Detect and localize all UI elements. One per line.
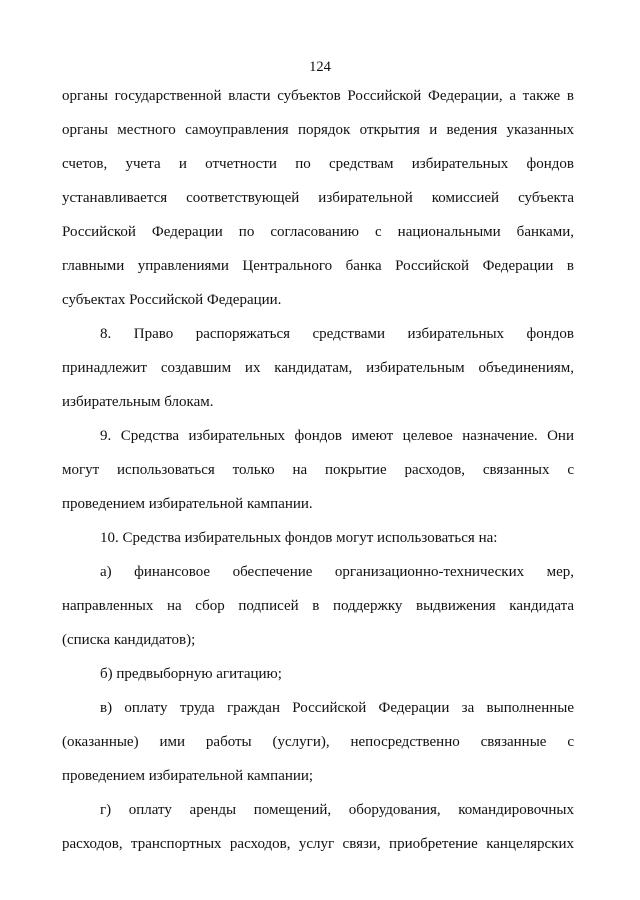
document-body xyxy=(62,79,574,861)
item-a-first-line: а) финансовое обеспечение организационно-технических мер, xyxy=(100,564,574,580)
paragraph-9-first-line: 9. Средства избирательных фондов имеют целевое назначение. Они xyxy=(100,428,574,444)
text-line: органы местного самоуправления порядок открытия и ведения указанных xyxy=(62,122,574,138)
paragraph-10-first-line: 10. Средства избирательных фондов могут использоваться на: xyxy=(100,530,498,546)
page-number: 124 xyxy=(309,59,331,75)
text-line: устанавливается соответствующей избирательной комиссией субъекта xyxy=(62,190,574,206)
text-line: главными управлениями Центрального банка Российской Федерации в xyxy=(62,258,574,274)
text-line: расходов, транспортных расходов, услуг связи, приобретение канцелярских xyxy=(62,836,574,852)
item-d-first-line: г) оплату аренды помещений, оборудования, командировочных xyxy=(100,802,574,818)
paragraph-8-first-line: 8. Право распоряжаться средствами избирательных фондов xyxy=(100,326,574,342)
text-line: проведением избирательной кампании; xyxy=(62,768,314,784)
text-line: (списка кандидатов); xyxy=(62,632,196,648)
text-line: счетов, учета и отчетности по средствам избирательных фондов xyxy=(62,156,574,172)
text-line: (оказанные) ими работы (услуги), непосредственно связанные с xyxy=(62,734,574,750)
item-b-line: б) предвыборную агитацию; xyxy=(100,666,282,682)
item-c-first-line: в) оплату труда граждан Российской Федерации за выполненные xyxy=(100,700,574,716)
text-line: направленных на сбор подписей в поддержку выдвижения кандидата xyxy=(62,598,574,614)
text-line: Российской Федерации по согласованию с национальными банками, xyxy=(62,224,574,240)
text-line: субъектах Российской Федерации. xyxy=(62,292,282,308)
text-line: принадлежит создавшим их кандидатам, избирательным объединениям, xyxy=(62,360,574,376)
text-line: избирательным блокам. xyxy=(62,394,214,410)
text-line: могут использоваться только на покрытие расходов, связанных с xyxy=(62,462,574,478)
text-line: проведением избирательной кампании. xyxy=(62,496,313,512)
text-line: органы государственной власти субъектов Российской Федерации, а также в xyxy=(62,88,574,104)
